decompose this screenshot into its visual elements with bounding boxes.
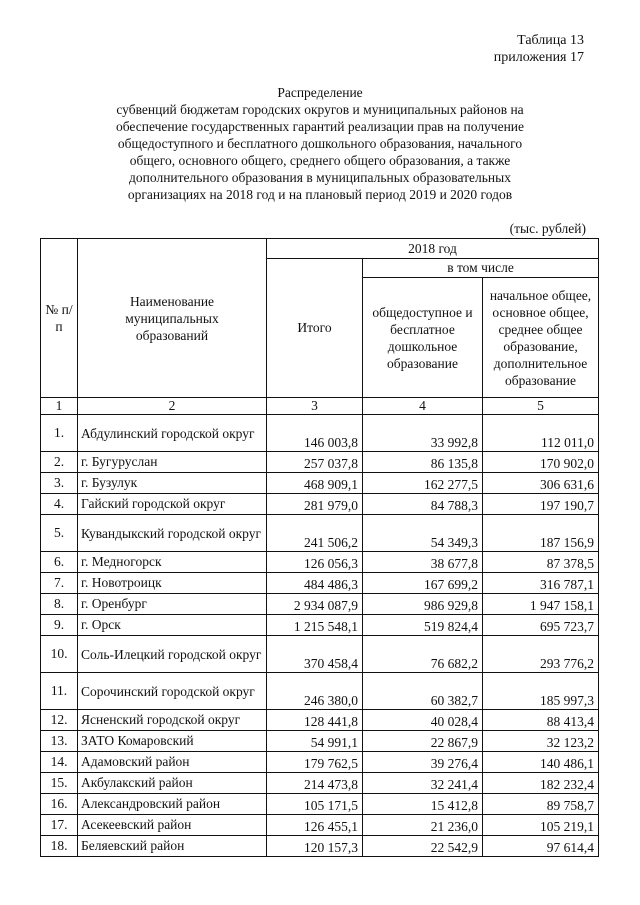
municipality-name: Акбулакский район <box>78 773 267 794</box>
total-value: 126 056,3 <box>267 552 363 573</box>
row-number: 15. <box>41 773 78 794</box>
row-number: 13. <box>41 731 78 752</box>
header-num: № п/п <box>41 239 78 398</box>
total-value: 179 762,5 <box>267 752 363 773</box>
table-row <box>41 836 599 857</box>
table-row <box>41 773 599 794</box>
table-row <box>41 752 599 773</box>
row-number: 16. <box>41 794 78 815</box>
general-value: 316 787,1 <box>483 573 599 594</box>
appendix-number: приложения 17 <box>493 50 584 65</box>
municipality-name: Абдулинский городской округ <box>78 415 267 452</box>
municipality-name: г. Медногорск <box>78 552 267 573</box>
row-number: 12. <box>41 710 78 731</box>
general-value: 87 378,5 <box>483 552 599 573</box>
table-row <box>41 636 599 673</box>
preschool-value: 167 699,2 <box>363 573 483 594</box>
total-value: 370 458,4 <box>267 636 363 673</box>
row-number: 17. <box>41 815 78 836</box>
municipality-name: г. Новотроицк <box>78 573 267 594</box>
total-value: 281 979,0 <box>267 494 363 515</box>
municipality-name: Сорочинский городской округ <box>78 673 267 710</box>
header-year: 2018 год <box>267 239 599 259</box>
table-row <box>41 710 599 731</box>
total-value: 128 441,8 <box>267 710 363 731</box>
general-value: 89 758,7 <box>483 794 599 815</box>
general-value: 32 123,2 <box>483 731 599 752</box>
preschool-value: 15 412,8 <box>363 794 483 815</box>
table-row <box>41 615 599 636</box>
row-number: 9. <box>41 615 78 636</box>
distribution-table <box>40 238 599 857</box>
col-number: 3 <box>267 398 363 415</box>
header-preschool: общедоступное и бесплатное дошкольное образование <box>363 278 483 398</box>
preschool-value: 33 992,8 <box>363 415 483 452</box>
row-number: 8. <box>41 594 78 615</box>
municipality-name: Адамовский район <box>78 752 267 773</box>
general-value: 293 776,2 <box>483 636 599 673</box>
table-row <box>41 515 599 552</box>
row-number: 4. <box>41 494 78 515</box>
row-number: 3. <box>41 473 78 494</box>
municipality-name: ЗАТО Комаровский <box>78 731 267 752</box>
table-row <box>41 794 599 815</box>
municipality-name: Асекеевский район <box>78 815 267 836</box>
table-number: Таблица 13 <box>517 33 584 48</box>
preschool-value: 986 929,8 <box>363 594 483 615</box>
units-label: (тыс. рублей) <box>509 221 586 236</box>
table-row <box>41 473 599 494</box>
title-line: дополнительного образования в муниципальных образовательных <box>129 170 511 185</box>
municipality-name: Гайский городской округ <box>78 494 267 515</box>
municipality-name: Ясненский городской округ <box>78 710 267 731</box>
total-value: 54 991,1 <box>267 731 363 752</box>
municipality-name: Кувандыкский городской округ <box>78 515 267 552</box>
preschool-value: 22 542,9 <box>363 836 483 857</box>
col-number: 4 <box>363 398 483 415</box>
row-number: 14. <box>41 752 78 773</box>
general-value: 182 232,4 <box>483 773 599 794</box>
row-number: 1. <box>41 415 78 452</box>
total-value: 257 037,8 <box>267 452 363 473</box>
preschool-value: 32 241,4 <box>363 773 483 794</box>
municipality-name: г. Бузулук <box>78 473 267 494</box>
row-number: 7. <box>41 573 78 594</box>
preschool-value: 60 382,7 <box>363 673 483 710</box>
general-value: 1 947 158,1 <box>483 594 599 615</box>
general-value: 140 486,1 <box>483 752 599 773</box>
row-number: 5. <box>41 515 78 552</box>
row-number: 18. <box>41 836 78 857</box>
total-value: 120 157,3 <box>267 836 363 857</box>
municipality-name: г. Орск <box>78 615 267 636</box>
row-number: 11. <box>41 673 78 710</box>
table-row <box>41 815 599 836</box>
total-value: 484 486,3 <box>267 573 363 594</box>
title-line: общего, основного общего, среднего общего образования, а также <box>129 153 511 168</box>
general-value: 170 902,0 <box>483 452 599 473</box>
total-value: 105 171,5 <box>267 794 363 815</box>
title-heading: Распределение <box>277 85 363 100</box>
title-line: обеспечение государственных гарантий реализации прав на получение <box>115 119 525 134</box>
document-title <box>90 84 550 203</box>
preschool-value: 86 135,8 <box>363 452 483 473</box>
general-value: 695 723,7 <box>483 615 599 636</box>
general-value: 112 011,0 <box>483 415 599 452</box>
municipality-name: г. Оренбург <box>78 594 267 615</box>
row-number: 10. <box>41 636 78 673</box>
total-value: 246 380,0 <box>267 673 363 710</box>
general-value: 197 190,7 <box>483 494 599 515</box>
preschool-value: 519 824,4 <box>363 615 483 636</box>
preschool-value: 76 682,2 <box>363 636 483 673</box>
total-value: 468 909,1 <box>267 473 363 494</box>
total-value: 146 003,8 <box>267 415 363 452</box>
total-value: 214 473,8 <box>267 773 363 794</box>
preschool-value: 84 788,3 <box>363 494 483 515</box>
preschool-value: 22 867,9 <box>363 731 483 752</box>
title-line: субвенций бюджетам городских округов и муниципальных районов на <box>116 102 524 117</box>
municipality-name: Соль-Илецкий городской округ <box>78 636 267 673</box>
col-number: 1 <box>41 398 78 415</box>
preschool-value: 39 276,4 <box>363 752 483 773</box>
total-value: 241 506,2 <box>267 515 363 552</box>
table-row <box>41 452 599 473</box>
preschool-value: 54 349,3 <box>363 515 483 552</box>
total-value: 2 934 087,9 <box>267 594 363 615</box>
table-row <box>41 731 599 752</box>
total-value: 1 215 548,1 <box>267 615 363 636</box>
row-number: 6. <box>41 552 78 573</box>
document-reference <box>494 32 584 66</box>
general-value: 306 631,6 <box>483 473 599 494</box>
title-line: общедоступного и бесплатного дошкольного образования, начального <box>117 136 523 151</box>
table-row <box>41 494 599 515</box>
title-line: организациях на 2018 год и на плановый период 2019 и 2020 годов <box>127 187 513 202</box>
general-value: 88 413,4 <box>483 710 599 731</box>
preschool-value: 40 028,4 <box>363 710 483 731</box>
header-name: Наименование муниципальных образований <box>78 239 267 398</box>
table-row <box>41 594 599 615</box>
header-incl: в том числе <box>363 259 599 278</box>
preschool-value: 21 236,0 <box>363 815 483 836</box>
header-total: Итого <box>267 259 363 398</box>
preschool-value: 38 677,8 <box>363 552 483 573</box>
table-row <box>41 573 599 594</box>
col-number: 5 <box>483 398 599 415</box>
table-row <box>41 415 599 452</box>
table-row <box>41 552 599 573</box>
preschool-value: 162 277,5 <box>363 473 483 494</box>
general-value: 97 614,4 <box>483 836 599 857</box>
municipality-name: г. Бугуруслан <box>78 452 267 473</box>
municipality-name: Александровский район <box>78 794 267 815</box>
column-number-row <box>41 398 599 415</box>
general-value: 187 156,9 <box>483 515 599 552</box>
col-number: 2 <box>78 398 267 415</box>
municipality-name: Беляевский район <box>78 836 267 857</box>
general-value: 105 219,1 <box>483 815 599 836</box>
general-value: 185 997,3 <box>483 673 599 710</box>
total-value: 126 455,1 <box>267 815 363 836</box>
header-general: начальное общее, основное общее, среднее общее образование, дополнительное образование <box>483 278 599 398</box>
table-row <box>41 673 599 710</box>
row-number: 2. <box>41 452 78 473</box>
